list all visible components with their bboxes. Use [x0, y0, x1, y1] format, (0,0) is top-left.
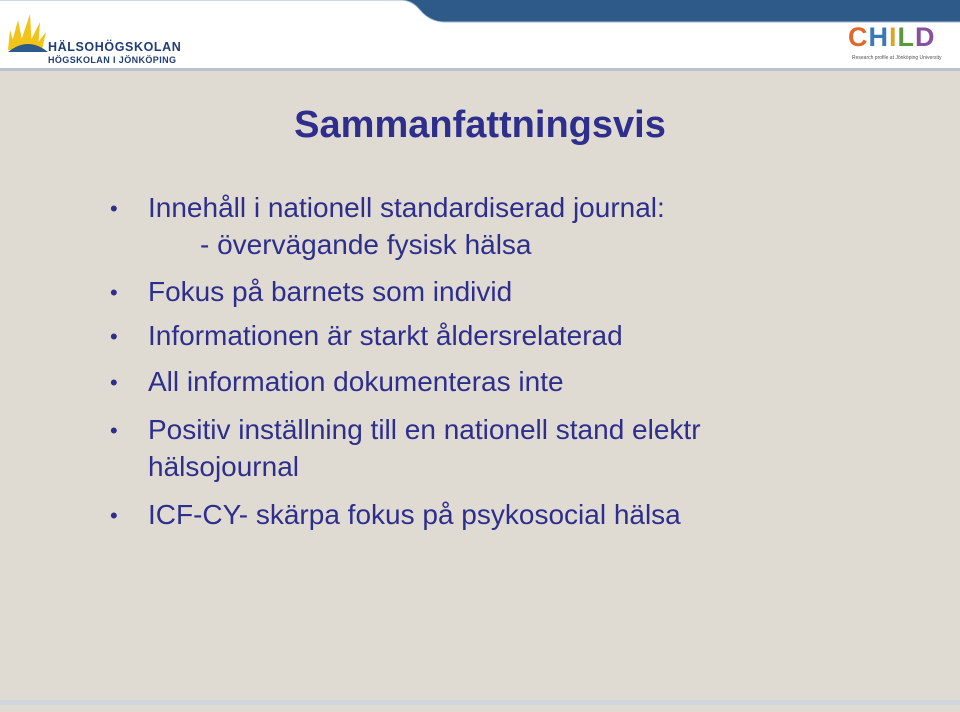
child-letter-c: C [848, 22, 869, 52]
bullet-text: Positiv inställning till en nationell stand elektr [148, 414, 701, 445]
bullet-text-continued: hälsojournal [148, 451, 299, 482]
child-letter-d: D [915, 22, 936, 52]
bullet-icon: • [110, 370, 118, 395]
school-name: HÄLSOHÖGSKOLAN [48, 40, 182, 54]
bullet-icon: • [110, 280, 118, 305]
bullet-text: ICF-CY- skärpa fokus på psykosocial hälsa [148, 499, 681, 530]
bullet-text: Fokus på barnets som individ [148, 276, 513, 307]
bullet-icon: • [110, 196, 118, 221]
footer-divider [0, 700, 960, 705]
bullet-text: Innehåll i nationell standardiserad journal: [148, 192, 665, 223]
slide-title: Sammanfattningsvis [294, 104, 666, 146]
bullet-text: Informationen är starkt åldersrelaterad [148, 320, 623, 351]
child-logo-tagline: Research profile at Jönköping University [852, 55, 942, 61]
bullet-icon: • [110, 418, 118, 443]
child-letter-h: H [868, 22, 889, 52]
child-letter-l: L [897, 22, 916, 52]
sub-item-text: - övervägande fysisk hälsa [200, 229, 532, 260]
bullet-text: All information dokumenteras inte [148, 366, 564, 397]
school-subtitle: HÖGSKOLAN I JÖNKÖPING [48, 55, 177, 65]
child-letter-i: I [889, 22, 898, 52]
bullet-icon: • [110, 503, 118, 528]
bullet-icon: • [110, 324, 118, 349]
